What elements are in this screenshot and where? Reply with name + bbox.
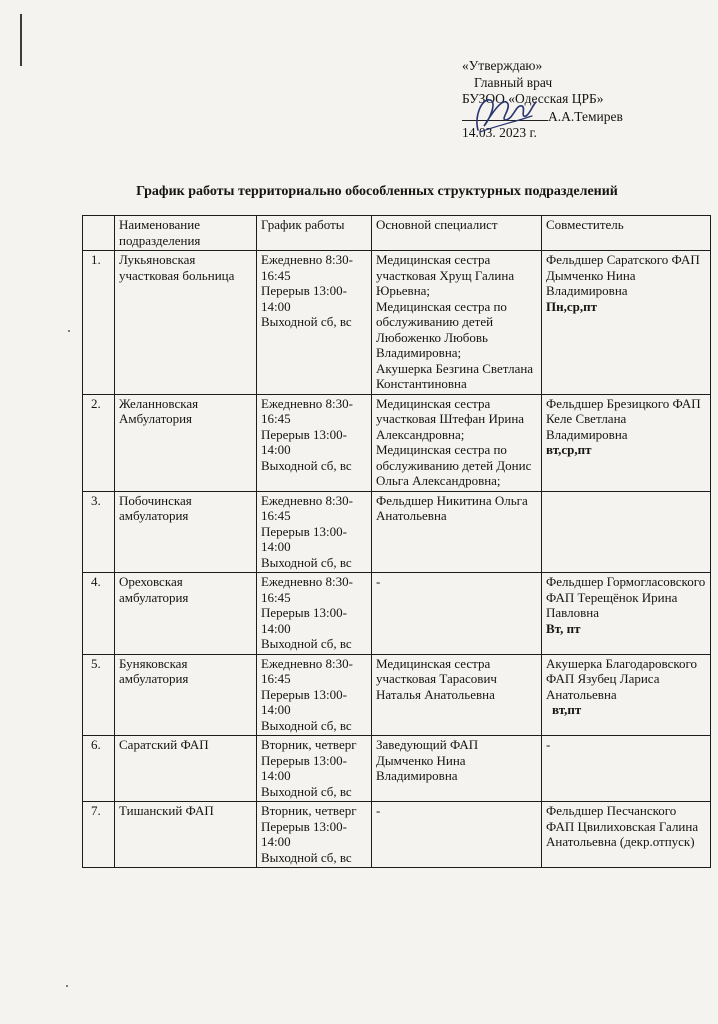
schedule-line: Перерыв 13:00-14:00 — [261, 752, 347, 783]
specialist-line: Медицинская сестра участковая Тарасович Наталья Анатольевна — [376, 655, 497, 702]
row-main-specialist — [372, 802, 542, 868]
table-row — [83, 491, 711, 573]
approval-line-approve: «Утверждаю» — [462, 58, 543, 73]
row-num: 1. — [83, 251, 115, 395]
schedule-line: Перерыв 13:00-14:00 — [261, 426, 347, 457]
row-part-timer — [542, 802, 711, 868]
row-num: 6. — [83, 736, 115, 802]
schedule-line: Выходной сб, вс — [261, 457, 352, 473]
schedule-line: Ежедневно 8:30-16:45 — [261, 395, 353, 426]
row-part-timer — [542, 654, 711, 736]
table-row — [83, 736, 711, 802]
approval-line-position: Главный врач — [474, 74, 553, 90]
row-unit: Ореховская амбулатория — [115, 573, 257, 655]
specialist-line: Медицинская сестра участковая Хрущ Галина Юрьевна; — [376, 252, 515, 298]
specialist-line: Акушерка Безгина Светлана Константиновна — [376, 360, 534, 391]
schedule-line: Перерыв 13:00-14:00 — [261, 818, 347, 849]
approval-signer: А.А.Темирев — [548, 108, 623, 124]
part-timer-name: Фельдшер Брезицкого ФАП Келе Светлана Владимировна — [546, 395, 701, 442]
row-unit: Тишанский ФАП — [115, 802, 257, 868]
row-main-specialist — [372, 491, 542, 573]
schedule-line: Перерыв 13:00-14:00 — [261, 686, 347, 717]
schedule-line: Выходной сб, вс — [261, 849, 352, 865]
row-part-timer — [542, 251, 711, 395]
schedule-line: Вторник, четверг — [261, 803, 357, 818]
schedule-line: Вторник, четверг — [261, 737, 357, 752]
row-num: 3. — [83, 491, 115, 573]
table-row — [83, 394, 711, 491]
specialist-line: Фельдшер Никитина Ольга Анатольевна — [376, 492, 528, 523]
specialist-line: - — [376, 574, 381, 589]
document-title: График работы территориально обособленных структурных подразделений — [136, 184, 618, 199]
part-timer-name: Фельдшер Саратского ФАП Дымченко Нина Владимировна — [546, 252, 700, 298]
part-timer-days: Пн,ср,пт — [546, 298, 597, 314]
schedule-line: Перерыв 13:00-14:00 — [261, 523, 347, 554]
specialist-line: Заведующий ФАП Дымченко Нина Владимировна — [376, 737, 479, 783]
schedule-line: Ежедневно 8:30-16:45 — [261, 655, 353, 686]
table-row — [83, 251, 711, 395]
part-timer-name: Акушерка Благодаровского ФАП Язубец Лариса Анатольевна — [546, 655, 698, 702]
schedule-line: Выходной сб, вс — [261, 636, 352, 651]
part-timer-days: Вт, пт — [546, 620, 581, 636]
table-header-row — [83, 216, 711, 251]
schedule-line: Выходной сб, вс — [261, 717, 352, 733]
table-row — [83, 654, 711, 736]
part-timer-days: вт,ср,пт — [546, 442, 592, 457]
row-main-specialist — [372, 654, 542, 736]
row-schedule — [257, 654, 372, 736]
row-num: 5. — [83, 654, 115, 736]
specialist-line: Медицинская сестра по обслуживанию детей Донис Ольга Александровна; — [376, 442, 532, 488]
approval-date: 14.03. 2023 г. — [462, 125, 537, 140]
header-part-timer: Совместитель — [542, 216, 711, 251]
row-main-specialist — [372, 251, 542, 395]
table-row — [83, 802, 711, 868]
row-schedule — [257, 394, 372, 491]
table-row — [83, 573, 711, 655]
row-unit: Саратский ФАП — [115, 736, 257, 802]
handwritten-signature — [470, 86, 540, 138]
schedule-line: Ежедневно 8:30-16:45 — [261, 252, 353, 283]
row-schedule — [257, 491, 372, 573]
row-part-timer — [542, 573, 711, 655]
schedule-line: Перерыв 13:00-14:00 — [261, 283, 347, 314]
schedule-line: Выходной сб, вс — [261, 554, 352, 570]
specialist-line: - — [376, 803, 381, 818]
part-timer-days: вт,пт — [552, 702, 582, 717]
scan-speck — [66, 985, 68, 987]
row-unit: Побочинская амбулатория — [115, 491, 257, 573]
approval-line-org: БУЗОО «Одесская ЦРБ» — [462, 91, 604, 106]
scan-speck — [68, 330, 70, 332]
schedule-line: Выходной сб, вс — [261, 314, 352, 329]
header-schedule: График работы — [257, 216, 372, 251]
header-num — [83, 216, 115, 251]
schedule-line: Выходной сб, вс — [261, 783, 352, 799]
header-main-specialist: Основной специалист — [372, 216, 542, 251]
specialist-line: Медицинская сестра по обслуживанию детей Любоженко Любовь Владимировна; — [376, 298, 507, 360]
specialist-line: Медицинская сестра участковая Штефан Ирина Александровна; — [376, 395, 525, 442]
part-timer-name: - — [546, 737, 551, 752]
schedule-line: Ежедневно 8:30-16:45 — [261, 574, 353, 605]
row-num: 7. — [83, 802, 115, 868]
row-num: 4. — [83, 573, 115, 655]
row-schedule — [257, 251, 372, 395]
row-main-specialist — [372, 573, 542, 655]
part-timer-name: Фельдшер Песчанского ФАП Цвилиховская Галина Анатольевна (декр.отпуск) — [546, 803, 699, 849]
row-schedule — [257, 736, 372, 802]
part-timer-name: Фельдшер Гормогласовского ФАП Терещёнок Ирина Павловна — [546, 574, 706, 620]
row-schedule — [257, 573, 372, 655]
row-unit: Буняковская амбулатория — [115, 654, 257, 736]
row-main-specialist — [372, 394, 542, 491]
row-unit: Желанновская Амбулатория — [115, 394, 257, 491]
schedule-line: Ежедневно 8:30-16:45 — [261, 492, 353, 523]
scan-edge-mark — [20, 14, 22, 66]
row-part-timer — [542, 491, 711, 573]
schedule-line: Перерыв 13:00-14:00 — [261, 605, 347, 636]
row-main-specialist — [372, 736, 542, 802]
row-schedule — [257, 802, 372, 868]
schedule-table — [82, 215, 711, 868]
row-part-timer — [542, 736, 711, 802]
header-unit: Наименование подразделения — [115, 216, 257, 251]
row-unit: Лукьяновская участковая больница — [115, 251, 257, 395]
row-part-timer — [542, 394, 711, 491]
row-num: 2. — [83, 394, 115, 491]
